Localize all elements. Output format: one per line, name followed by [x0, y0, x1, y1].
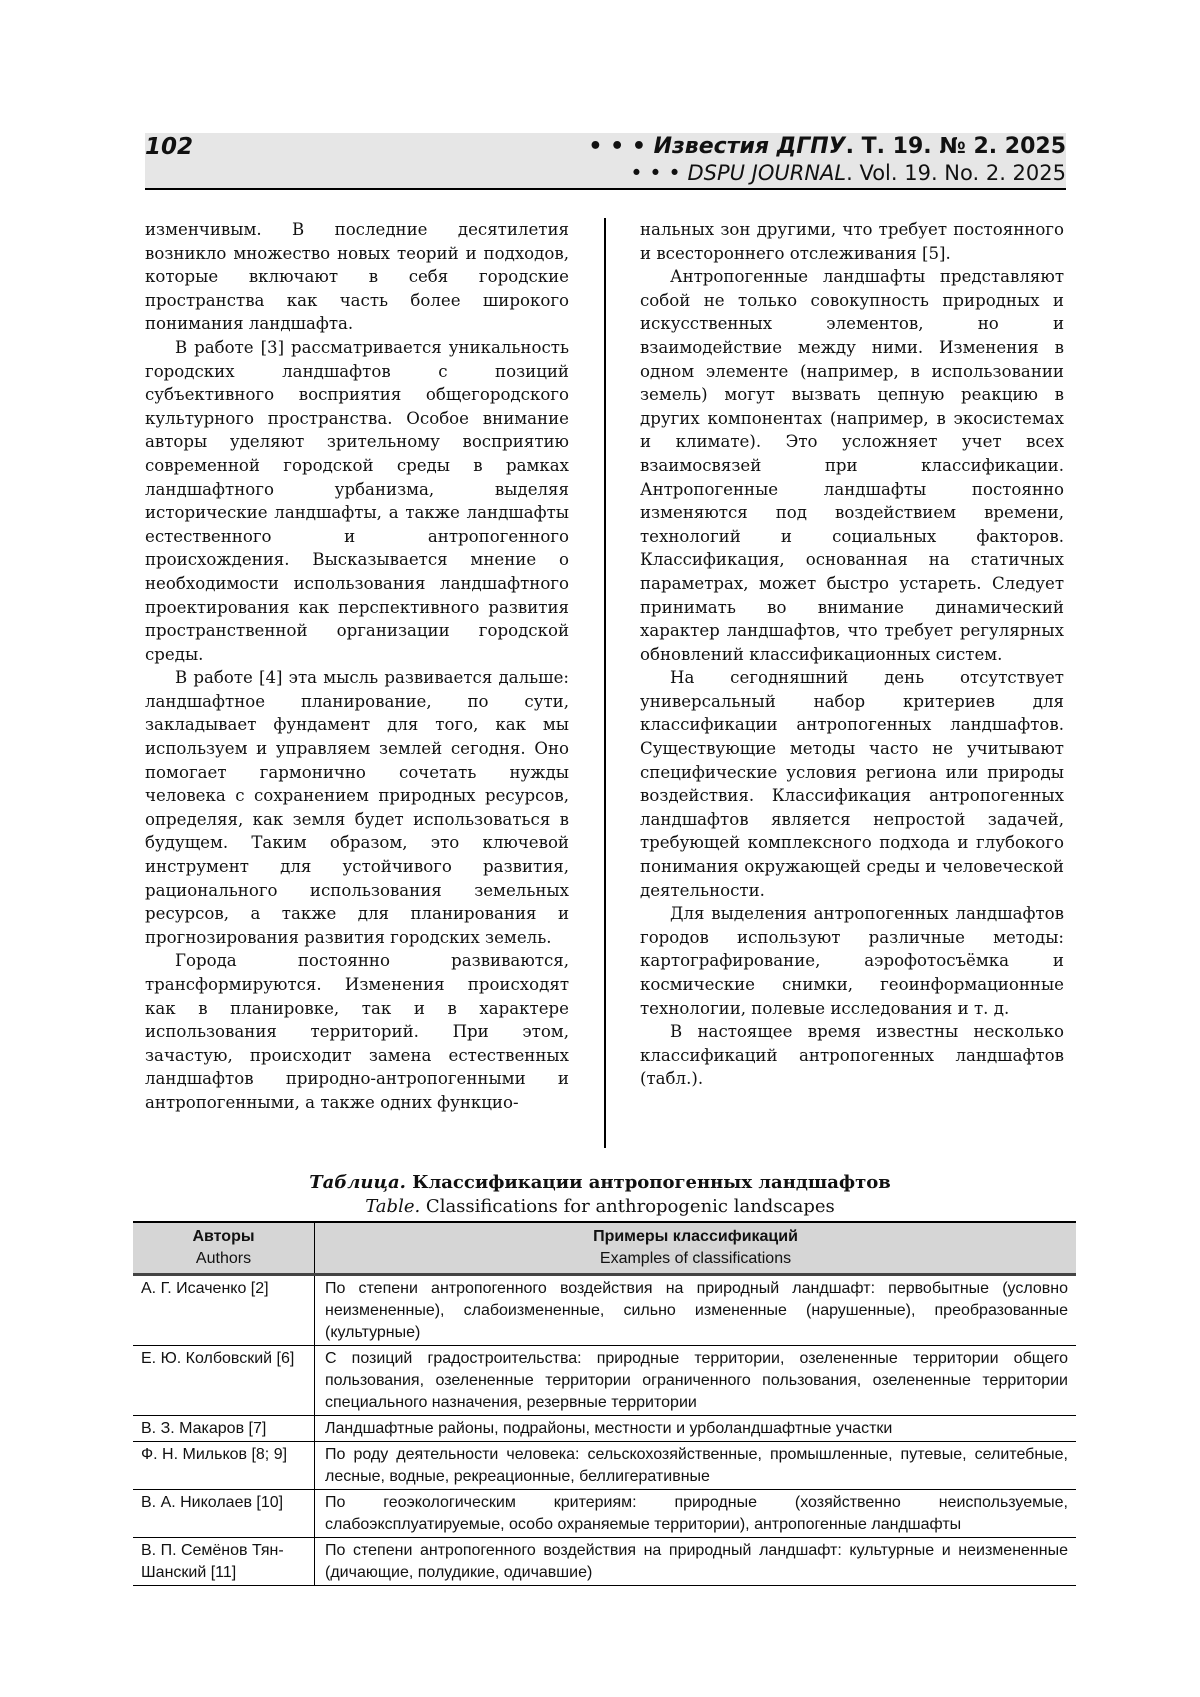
table-caption-ru — [0, 1172, 1200, 1193]
classification-cell: По геоэкологическим критериям: природные (хозяйственно неиспользуемые, слабоэксплуатируемые, особо охраняемые территории), антропогенные ландшафты — [315, 1490, 1077, 1538]
classification-cell: По степени антропогенного воздействия на природный ландшафт: первобытные (условно неизмененные), слабоизмененные, сильно измененные (нарушенные), преобразованные (культурные) — [315, 1275, 1077, 1346]
header-label-ru: Авторы — [192, 1228, 255, 1245]
caption-text: Classifications for anthropogenic landscapes — [420, 1196, 835, 1217]
header-label-ru: Примеры классификаций — [593, 1228, 798, 1245]
author-cell: Ф. Н. Мильков [8; 9] — [133, 1442, 315, 1490]
paragraph: нальных зон другими, что требует постоянного и всестороннего отслеживания [5]. — [640, 220, 1064, 263]
journal-name-en: DSPU JOURNAL — [687, 161, 847, 185]
paragraph: В работе [4] эта мысль развивается дальше: ландшафтное планирование, по сути, закладывает фундамент для того, как мы используем и управляем землей сегодня. Оно помогает гармонично сочетать нужды человека с сохранением природных ресурсов, определяя, как земля будет использоваться в будущем. Таким образом, это ключевой инструмент для устойчивого развития, рационального использования земельных ресурсов, а также для планирования и прогнозирования развития городских земель. — [145, 668, 569, 947]
table-caption-en — [0, 1196, 1200, 1217]
classification-cell: По роду деятельности человека: сельскохозяйственные, промышленные, путевые, селитебные, лесные, водные, рекреационные, беллигеративные — [315, 1442, 1077, 1490]
paragraph: Антропогенные ландшафты представляют собой не только совокупность природных и искусственных элементов, но и взаимодействие между ними. Изменения в одном элементе (например, в использовании земель) могут вызвать цепную реакцию в других компонентах (например, в экосистемах и климате). Это усложняет учет всех взаимосвязей при классификации. Антропогенные ландшафты постоянно изменяются под воздействием времени, технологий и социальных факторов. Классификация, основанная на статичных параметрах, может быстро устареть. Следует принимать во внимание динамический характер ландшафтов, что требует регулярных обновлений классификационных систем. — [640, 267, 1064, 664]
caption-text: Классификации антропогенных ландшафтов — [405, 1172, 891, 1193]
paragraph: Города постоянно развиваются, трансформируются. Изменения происходят как в планировке, так и в характере использования территорий. При этом, зачастую, происходит замена естественных ландшафтов природно-антропогенными и антропогенными, а также одних функцио- — [145, 951, 569, 1112]
author-cell: А. Г. Исаченко [2] — [133, 1275, 315, 1346]
page-number: 102 — [145, 134, 194, 160]
classification-cell: Ландшафтные районы, подрайоны, местности и урболандшафтные участки — [315, 1416, 1077, 1442]
table-row — [133, 1346, 1076, 1416]
caption-label: Table. — [365, 1196, 421, 1217]
author-cell: В. П. Семёнов Тян-Шанский [11] — [133, 1538, 315, 1586]
paragraph: Для выделения антропогенных ландшафтов городов используют различные методы: картографирование, аэрофотосъёмка и космические снимки, геоинформационные технологии, полевые исследования и т. д. — [640, 904, 1064, 1018]
header-bullets: • • • — [588, 134, 646, 159]
paragraph: В работе [3] рассматривается уникальность городских ландшафтов с позиций субъективного восприятия общегородского культурного пространства. Особое внимание авторы уделяют зрительному восприятию современной городской среды в рамках ландшафтного урбанизма, выделяя исторические ландшафты, а также ландшафты естественного и антропогенного происхождения. Высказывается мнение о необходимости использования ландшафтного проектирования как перспективного развития пространственной организации городской среды. — [145, 337, 569, 664]
table-row — [133, 1442, 1076, 1490]
paragraph: изменчивым. В последние десятилетия возникло множество новых теорий и подходов, которые включают в себя городские пространства как часть более широкого понимания ландшафта. — [145, 220, 569, 334]
journal-name-ru: Известия ДГПУ — [653, 134, 846, 159]
header-label-en: Examples of classifications — [599, 1250, 792, 1267]
table-row — [133, 1416, 1076, 1442]
journal-title-en — [630, 161, 1066, 185]
table-row — [133, 1538, 1076, 1586]
classification-cell: С позиций градостроительства: природные территории, озелененные территории общего пользования, озелененные территории ограниченного пользования, озелененные территории специального назначения, резервные территории — [315, 1346, 1077, 1416]
caption-label: Таблица. — [309, 1172, 406, 1193]
header-bullets: • • • — [630, 161, 681, 185]
author-cell: В. З. Макаров [7] — [133, 1416, 315, 1442]
author-cell: Е. Ю. Колбовский [6] — [133, 1346, 315, 1416]
classification-cell: По степени антропогенного воздействия на природный ландшафт: культурные и неизмененные (дичающие, полудикие, одичавшие) — [315, 1538, 1077, 1586]
paragraph: В настоящее время известны несколько классификаций антропогенных ландшафтов (табл.). — [640, 1022, 1064, 1089]
table-row — [133, 1490, 1076, 1538]
column-divider — [604, 218, 606, 1148]
right-text-column — [640, 218, 1064, 1091]
classification-table — [133, 1221, 1076, 1586]
paragraph: На сегодняшний день отсутствует универсальный набор критериев для классификации антропогенных ландшафтов. Существующие методы часто не учитывают специфические условия региона или природы воздействия. Классификация антропогенных ландшафтов является непростой задачей, требующей комплексного подхода и глубокого понимания окружающей среды и человеческой деятельности. — [640, 668, 1064, 900]
journal-issue-ru: . Т. 19. № 2. 2025 — [845, 134, 1066, 159]
header-examples — [315, 1222, 1077, 1275]
journal-issue-en: . Vol. 19. No. 2. 2025 — [846, 161, 1066, 185]
table-header-row — [133, 1222, 1076, 1275]
journal-title-ru — [588, 134, 1066, 159]
header-authors — [133, 1222, 315, 1275]
table-row — [133, 1275, 1076, 1346]
author-cell: В. А. Николаев [10] — [133, 1490, 315, 1538]
left-text-column — [145, 218, 569, 1115]
header-label-en: Authors — [195, 1250, 252, 1267]
running-header — [145, 133, 1066, 190]
